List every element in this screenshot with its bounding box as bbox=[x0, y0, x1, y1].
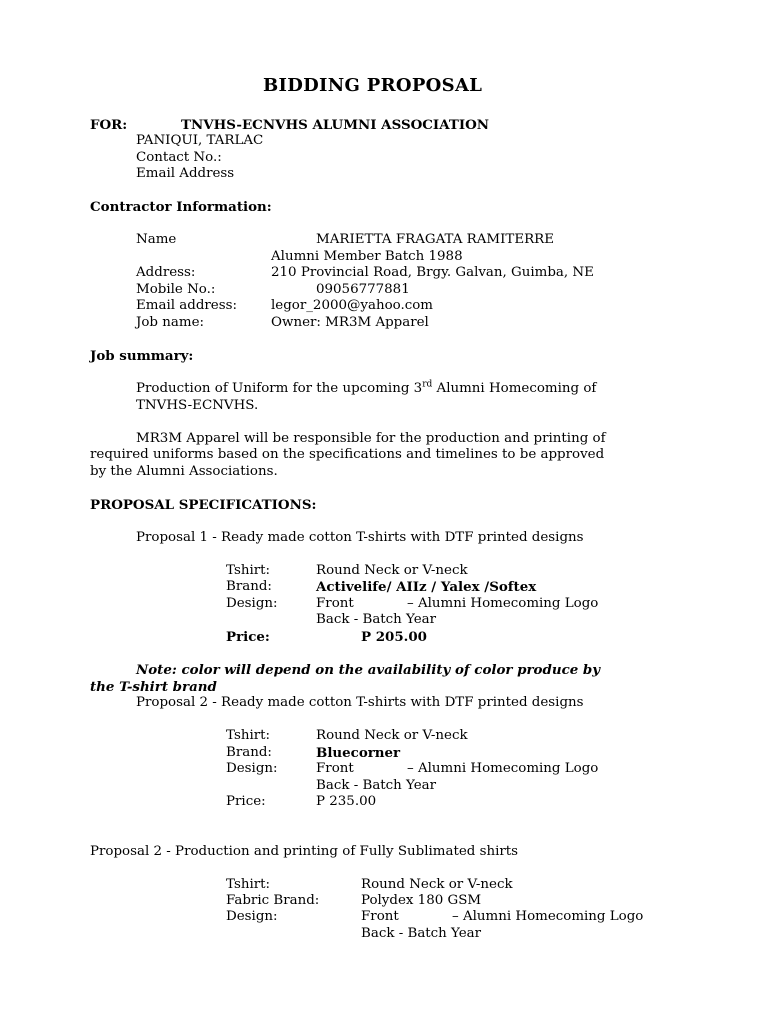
contractor-email-label: Email address: bbox=[136, 298, 237, 313]
proposal-2-design-back: Back - Batch Year bbox=[316, 778, 437, 793]
job-summary-heading: Job summary: bbox=[90, 348, 194, 364]
contractor-address-value: 210 Provincial Road, Brgy. Galvan, Guimba, NE bbox=[271, 265, 594, 280]
proposal-2-design-front-value: – Alumni Homecoming Logo bbox=[407, 761, 599, 776]
proposal-2-brand-label: Brand: bbox=[226, 745, 272, 760]
contractor-member-batch: Alumni Member Batch 1988 bbox=[271, 249, 463, 264]
proposal-2-design-label: Design: bbox=[226, 761, 278, 776]
job-summary-paragraph-2-line-3: by the Alumni Associations. bbox=[90, 464, 278, 479]
proposal-1-title: Proposal 1 - Ready made cotton T-shirts with DTF printed designs bbox=[136, 530, 584, 545]
proposal-3-tshirt-label: Tshirt: bbox=[226, 877, 271, 892]
contractor-mobile-value: 09056777881 bbox=[316, 282, 410, 297]
proposal-3-title: Proposal 2 - Production and printing of Fully Sublimated shirts bbox=[90, 844, 519, 859]
contractor-mobile-label: Mobile No.: bbox=[136, 282, 216, 297]
proposal-2-title: Proposal 2 - Ready made cotton T-shirts with DTF printed designs bbox=[136, 695, 584, 710]
proposal-1-price-value: P 205.00 bbox=[361, 629, 427, 645]
proposal-2-tshirt-value: Round Neck or V-neck bbox=[316, 728, 468, 743]
job-summary-paragraph-1-line-2: TNVHS-ECNVHS. bbox=[136, 398, 259, 413]
proposal-3-fabric-label: Fabric Brand: bbox=[226, 893, 320, 908]
for-label: FOR: bbox=[90, 117, 128, 133]
proposal-3-fabric-value: Polydex 180 GSM bbox=[361, 893, 482, 908]
proposal-1-design-back: Back - Batch Year bbox=[316, 612, 437, 627]
contractor-email-value: legor_2000@yahoo.com bbox=[271, 298, 433, 313]
for-location: PANIQUI, TARLAC bbox=[136, 133, 264, 148]
proposal-3-design-front-value: – Alumni Homecoming Logo bbox=[452, 909, 644, 924]
proposal-1-design-label: Design: bbox=[226, 596, 278, 611]
proposal-1-tshirt-label: Tshirt: bbox=[226, 563, 271, 578]
proposal-3-design-label: Design: bbox=[226, 909, 278, 924]
proposal-2-brand-value: Bluecorner bbox=[316, 745, 401, 761]
contractor-job-value: Owner: MR3M Apparel bbox=[271, 315, 429, 330]
job-summary-paragraph-2-line-1: MR3M Apparel will be responsible for the production and printing of bbox=[136, 431, 606, 446]
proposal-1-design-front-value: – Alumni Homecoming Logo bbox=[407, 596, 599, 611]
for-organization: TNVHS-ECNVHS ALUMNI ASSOCIATION bbox=[181, 117, 489, 133]
contractor-name-label: Name bbox=[136, 232, 177, 247]
proposal-1-brand-label: Brand: bbox=[226, 579, 272, 594]
color-note-line-2: the T-shirt brand bbox=[90, 679, 217, 695]
contractor-job-label: Job name: bbox=[136, 315, 204, 330]
proposal-3-design-back: Back - Batch Year bbox=[361, 926, 482, 941]
proposal-1-brand-value: Activelife/ AIIz / Yalex /Softex bbox=[316, 579, 537, 595]
for-contact-label: Contact No.: bbox=[136, 150, 222, 165]
for-email-label: Email Address bbox=[136, 166, 235, 181]
contractor-heading: Contractor Information: bbox=[90, 199, 272, 215]
job-summary-paragraph-1: Production of Uniform for the upcoming 3rd Alumni Homecoming of bbox=[136, 379, 597, 396]
proposal-1-design-front: Front bbox=[316, 596, 354, 611]
color-note-line-1: Note: color will depend on the availability of color produce by bbox=[136, 662, 601, 678]
proposal-3-design-front: Front bbox=[361, 909, 399, 924]
specs-heading: PROPOSAL SPECIFICATIONS: bbox=[90, 497, 317, 513]
proposal-1-price-label: Price: bbox=[226, 629, 270, 645]
contractor-name-value: MARIETTA FRAGATA RAMITERRE bbox=[316, 232, 555, 247]
proposal-3-tshirt-value: Round Neck or V-neck bbox=[361, 877, 513, 892]
proposal-2-price-value: P 235.00 bbox=[316, 794, 377, 809]
proposal-2-price-label: Price: bbox=[226, 794, 266, 809]
proposal-1-tshirt-value: Round Neck or V-neck bbox=[316, 563, 468, 578]
page-title: BIDDING PROPOSAL bbox=[263, 75, 483, 96]
job-summary-paragraph-2-line-2: required uniforms based on the specifications and timelines to be approved bbox=[90, 447, 605, 462]
proposal-2-tshirt-label: Tshirt: bbox=[226, 728, 271, 743]
proposal-2-design-front: Front bbox=[316, 761, 354, 776]
contractor-address-label: Address: bbox=[136, 265, 196, 280]
